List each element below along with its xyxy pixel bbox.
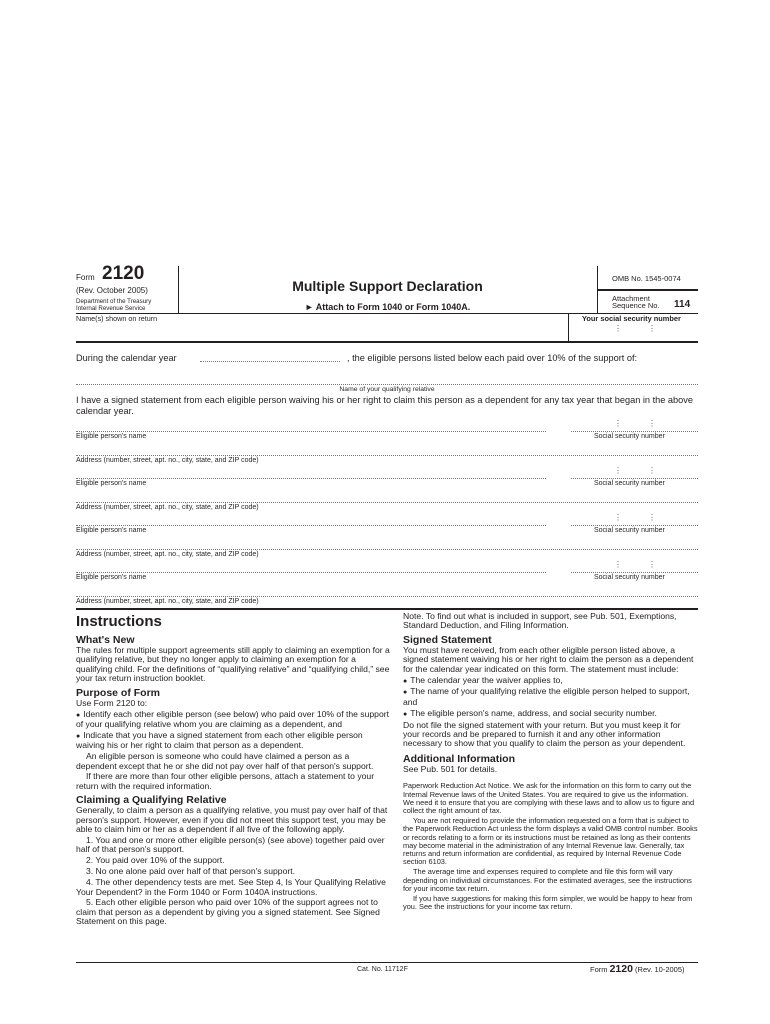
eligible-person-address-input[interactable] [76,455,698,456]
signed-bullet [403,709,698,719]
ssn-separator: ⋮ [648,324,656,333]
eligible-person-ssn-input[interactable] [571,572,698,573]
more-than-four-note: If there are more than four other eligible persons, attach a statement to your return with the required information. [76,771,375,791]
eligible-person-name-label: Eligible person's name [76,527,147,534]
signed-bullet [403,687,698,707]
form-bottom-rule [76,608,698,610]
your-ssn-label: Your social security number [582,314,681,323]
signed-bullet-text: The eligible person's name, address, and social security number. [410,707,657,718]
ssn-separator: ⋮ [614,560,622,569]
calendar-suffix: , the eligible persons listed below each paid over 10% of the support of: [347,353,638,363]
relative-name-input[interactable] [76,384,698,385]
form-revision: (Rev. October 2005) [76,286,148,295]
instructions-title: Instructions [76,613,162,630]
calendar-prefix: During the calendar year [76,353,177,363]
form-title: Multiple Support Declaration [292,278,483,294]
names-input[interactable] [76,322,564,340]
eligible-person-name-label: Eligible person's name [76,480,147,487]
paperwork-reduction-notice [403,782,698,911]
eligible-person-name-input[interactable] [76,572,546,573]
signed-bullet-text: The name of your qualifying relative the eligible person helped to support, and [403,686,690,707]
ssn-box-divider [568,313,569,341]
ssn-separator: ⋮ [614,513,622,522]
names-label: Name(s) shown on return [76,314,158,323]
eligible-person-address-input[interactable] [76,502,698,503]
pra-paragraph: Paperwork Reduction Act Notice. We ask for the information on this form to carry out the Internal Revenue laws of the United States. You are required to give us the information. We need it to ensure that you are complying with these laws and to allow us to figure and collect the right amount of tax. [403,781,695,816]
whats-new-heading: What's New [76,634,135,646]
eligible-person-ssn-label: Social security number [594,480,665,487]
condition-item: 1. You and one or more other eligible person(s) (see above) together paid over half of that person's support. [76,835,385,855]
ssn-separator: ⋮ [614,419,622,428]
eligible-person-address-input[interactable] [76,549,698,550]
calendar-year-input[interactable] [200,361,340,362]
support-note: Note. To find out what is included in support, see Pub. 501, Exemptions, Standard Deduction, and Filing Information. [403,611,677,631]
pra-paragraph: You are not required to provide the information requested on a form that is subject to the Paperwork Reduction Act unless the form displays a valid OMB control number. Books or records relating to a form or its instructions must be retained as long as their contents may become material in the administration of any Internal Revenue law. Generally, tax returns and return information are confidential, as required by Internal Revenue Code section 6103. [403,815,698,867]
instructions-right-column [403,612,698,913]
purpose-intro: Use Form 2120 to: [76,697,148,708]
claiming-intro: Generally, to claim a person as a qualifying relative, you must pay over half of that person's support. However, even if you did not meet this support test, you may be able to claim him or her as a dependent if all five of the following apply. [76,805,388,835]
whats-new-text: The rules for multiple support agreements still apply to claiming an exemption for a qualifying relative, but they no longer apply to claiming an exemption for a qualifying child. For the definitions of “qualifying relative” and “qualifying child,” see your tax return instruction booklet. [76,645,390,684]
eligible-person-address-input[interactable] [76,596,698,597]
eligible-person-ssn-input[interactable] [571,478,698,479]
purpose-bullet-text: Indicate that you have a signed statement from each other eligible person waiving his or her right to claim that person as a dependent. [76,729,363,751]
condition-item: 3. No one alone paid over half of that person's support. [86,866,295,877]
footer-form-number: 2120 [609,963,633,975]
instructions-left-column [76,612,390,928]
condition-item: 5. Each other eligible person who paid over 10% of the support agrees not to claim that person as a dependent by giving you a signed statement. See Signed Statement on this page. [76,897,380,927]
footer-form-word: Form [590,965,608,974]
eligible-person-name-label: Eligible person's name [76,574,147,581]
claiming-heading: Claiming a Qualifying Relative [76,794,227,807]
purpose-bullet [76,731,390,751]
eligible-person-address-label: Address (number, street, apt. no., city, state, and ZIP code) [76,551,259,558]
ssn-separator: ⋮ [648,513,656,522]
eligible-person-ssn-input[interactable] [571,525,698,526]
your-ssn-input[interactable] [572,324,696,340]
omb-rule [598,289,698,291]
pra-paragraph: If you have suggestions for making this form simpler, we would be happy to hear from you. See the instructions for your income tax return. [403,893,693,911]
form-number: 2120 [102,263,145,284]
sequence-label: Sequence No. [612,301,660,310]
eligible-person-name-input[interactable] [76,525,546,526]
pra-paragraph: The average time and expenses required to complete and file this form will vary depending on individual circumstances. For the estimated averages, see the instructions for your income tax return. [403,867,692,893]
signed-bullet-text: The calendar year the waiver applies to, [410,674,563,685]
eligible-person-address-label: Address (number, street, apt. no., city, state, and ZIP code) [76,598,259,605]
purpose-bullet-text: Identify each other eligible person (see below) who paid over 10% of the support of your qualifying relative whom you are claiming as a dependent, and [76,708,389,729]
form-label: Form [76,273,95,282]
ssn-separator: ⋮ [648,466,656,475]
header-bottom-rule [76,341,698,343]
catalog-number: Cat. No. 11712F [357,966,408,973]
do-not-file-text: Do not file the signed statement with your return. But you must keep it for your records and be prepared to furnish it and any other information necessary to show that you qualify to claim the person as your dependent. [403,719,686,749]
eligible-person-name-label: Eligible person's name [76,433,147,440]
attachment-label: Attachment [612,294,650,303]
purpose-heading: Purpose of Form [76,686,161,699]
signed-statement-heading: Signed Statement [403,633,492,646]
relative-name-label: Name of your qualifying relative [339,386,435,393]
waiver-statement: I have a signed statement from each eligible person waiving his or her right to claim this person as a dependent for any tax year that began in the above calendar year. [76,395,693,416]
eligible-person-address-label: Address (number, street, apt. no., city, state, and ZIP code) [76,457,259,464]
additional-info-heading: Additional Information [403,752,515,765]
eligible-person-name-input[interactable] [76,431,546,432]
eligible-person-ssn-input[interactable] [571,431,698,432]
footer-revision: (Rev. 10-2005) [635,965,685,974]
condition-item: 2. You paid over 10% of the support. [86,855,225,866]
purpose-bullet [76,710,390,730]
eligible-person-address-label: Address (number, street, apt. no., city, state, and ZIP code) [76,504,259,511]
eligible-person-ssn-label: Social security number [594,527,665,534]
ssn-separator: ⋮ [648,419,656,428]
ssn-separator: ⋮ [648,560,656,569]
signed-statement-text: You must have received, from each other eligible person listed above, a signed statement waiving his or her right to claim the person as a dependent for the calendar year indicated on this form. The statement must include: [403,644,694,674]
attach-instruction: ► Attach to Form 1040 or Form 1040A. [304,302,471,312]
sequence-number: 114 [674,299,691,310]
eligible-person-ssn-label: Social security number [594,574,665,581]
footer-form-id [590,963,685,976]
eligible-person-definition: An eligible person is someone who could have claimed a person as a dependent except that he or she did not pay over half of that person's support. [76,751,374,771]
condition-item: 4. The other dependency tests are met. See Step 4, Is Your Qualifying Relative Your Dependent? in the Form 1040 or Form 1040A instructions. [76,877,386,897]
department-line: Department of the Treasury [76,298,152,305]
ssn-separator: ⋮ [614,466,622,475]
additional-info-text: See Pub. 501 for details. [403,763,498,774]
eligible-person-ssn-label: Social security number [594,433,665,440]
omb-number: OMB No. 1545-0074 [612,274,681,283]
signed-bullet [403,676,698,686]
service-line: Internal Revenue Service [76,305,146,312]
eligible-person-name-input[interactable] [76,478,546,479]
ssn-separator: ⋮ [614,324,622,333]
